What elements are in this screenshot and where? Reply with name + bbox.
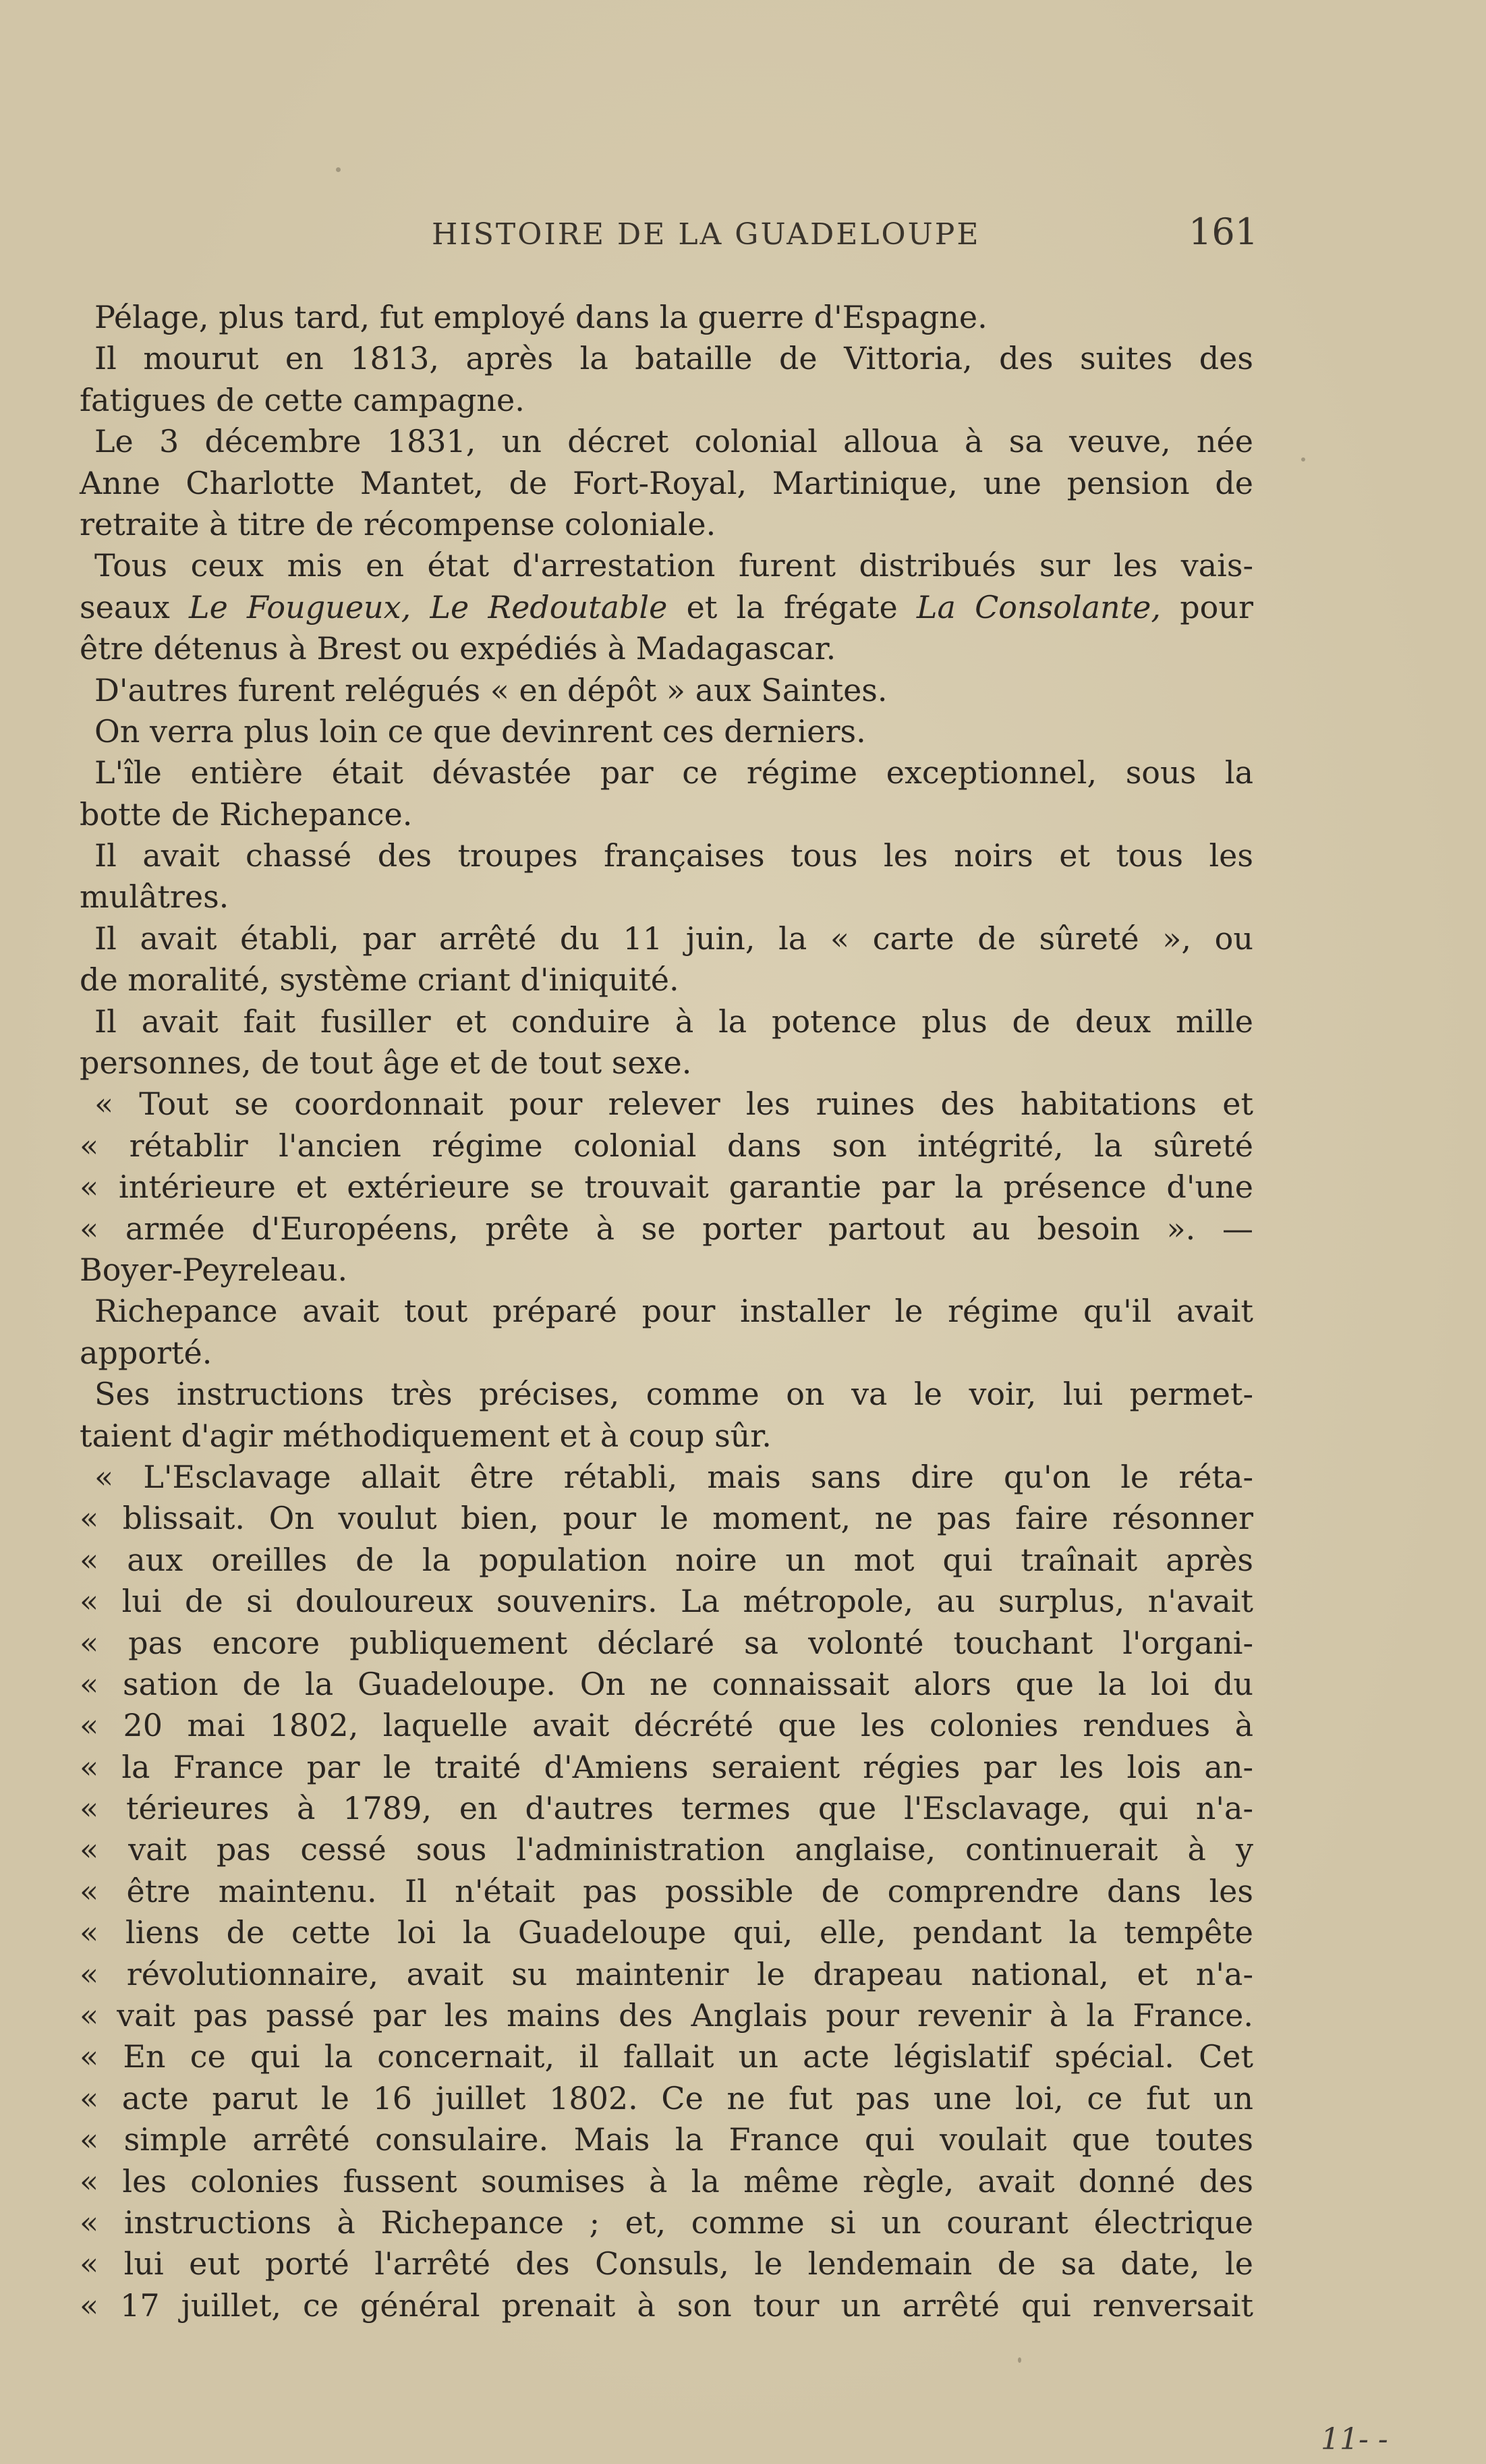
text-line: Il avait chassé des troupes françaises tous les noirs et tous les [94,837,1253,874]
running-head: HISTOIRE DE LA GUADELOUPE [432,217,981,252]
text-line: Il mourut en 1813, après la bataille de Vittoria, des suites des [94,340,1253,377]
text-line: « les colonies fussent soumises à la même règle, avait donné des [80,2162,1253,2200]
page-number: 161 [1189,211,1259,253]
text-line: « 17 juillet, ce général prenait à son tour un arrêté qui renversait [80,2287,1253,2324]
text-line: « L'Esclavage allait être rétabli, mais sans dire qu'on le réta- [94,1458,1253,1495]
text-line: « 20 mai 1802, laquelle avait décrété que les colonies rendues à [80,1707,1253,1744]
text-line: On verra plus loin ce que devinrent ces derniers. [94,712,866,750]
text-line: « blissait. On voulut bien, pour le moment, ne pas faire résonner [80,1500,1253,1537]
text-line: fatigues de cette campagne. [80,381,525,418]
text-line: « Tout se coordonnait pour relever les ruines des habitations et [94,1086,1253,1123]
text-line: Il avait établi, par arrêté du 11 juin, la « carte de sûreté », ou [94,920,1253,957]
text-line: « liens de cette loi la Guadeloupe qui, elle, pendant la tempête [80,1914,1253,1951]
text-line: « En ce qui la concernait, il fallait un acte législatif spécial. Cet [80,2038,1253,2075]
text-line: mulâtres. [80,878,229,916]
text-line: « intérieure et extérieure se trouvait garantie par la présence d'une [80,1169,1253,1206]
text-line: « acte parut le 16 juillet 1802. Ce ne fut pas une loi, ce fut un [80,2079,1253,2117]
text-line: Boyer-Peyreleau. [80,1251,348,1288]
body-text [80,297,1253,2326]
text-line: taient d'agir méthodiquement et à coup sûr. [80,1417,772,1454]
text-line: de moralité, système criant d'iniquité. [80,961,679,999]
text-line: Richepance avait tout préparé pour installer le régime qu'il avait [94,1293,1253,1330]
text-line: « la France par le traité d'Amiens seraient régies par les lois an- [80,1748,1253,1785]
text-line: D'autres furent relégués « en dépôt » aux Saintes. [94,671,888,708]
text-line: Pélage, plus tard, fut employé dans la guerre d'Espagne. [94,299,988,335]
paper-speck [1018,2357,1021,2363]
text-line: « révolutionnaire, avait su maintenir le drapeau national, et n'a- [80,1955,1253,1992]
text-line: « sation de la Guadeloupe. On ne connaissait alors que la loi du [80,1665,1253,1702]
text-line: « pas encore publiquement déclaré sa volonté touchant l'organi- [80,1624,1253,1661]
text-line: Ses instructions très précises, comme on va le voir, lui permet- [94,1376,1253,1413]
text-line: « vait pas cessé sous l'administration anglaise, continuerait à y [80,1831,1253,1868]
text-line: Il avait fait fusiller et conduire à la potence plus de deux mille [94,1003,1253,1040]
text-line: personnes, de tout âge et de tout sexe. [80,1044,692,1082]
text-line: « lui de si douloureux souvenirs. La métropole, au surplus, n'avait [80,1583,1253,1620]
text-line: « simple arrêté consulaire. Mais la France qui voulait que toutes [80,2121,1253,2158]
text-line: « instructions à Richepance ; et, comme si un courant électrique [80,2204,1253,2241]
text-line: botte de Richepance. [80,795,413,833]
text-line: retraite à titre de récompense coloniale. [80,505,716,542]
text-line: seaux Le Fougueux, Le Redoutable et la frégate La Consolante, pour [80,588,1253,625]
text-line: Anne Charlotte Mantet, de Fort-Royal, Martinique, une pension de [80,464,1253,501]
text-line: « lui eut porté l'arrêté des Consuls, le lendemain de sa date, le [80,2245,1253,2283]
text-line: Tous ceux mis en état d'arrestation furent distribués sur les vais- [94,547,1253,584]
text-line: L'île entière était dévastée par ce régime exceptionnel, sous la [94,754,1253,791]
text-line: « armée d'Européens, prête à se porter partout au besoin ». — [80,1210,1253,1247]
text-line: apporté. [80,1334,212,1371]
text-line: Le 3 décembre 1831, un décret colonial alloua à sa veuve, née [94,423,1253,460]
text-line: « aux oreilles de la population noire un mot qui traînait après [80,1541,1253,1578]
text-line: « rétablir l'ancien régime colonial dans son intégrité, la sûreté [80,1127,1253,1164]
text-line: être détenus à Brest ou expédiés à Madagascar. [80,630,836,667]
handwritten-margin-note: 11- - [1321,2422,1388,2457]
text-line: « être maintenu. Il n'était pas possible de comprendre dans les [80,1872,1253,1909]
text-line: « vait pas passé par les mains des Anglais pour revenir à la France. [80,1997,1253,2034]
paper-speck [336,167,341,172]
text-line: « térieures à 1789, en d'autres termes que l'Esclavage, qui n'a- [80,1790,1253,1827]
paper-speck [1301,457,1305,461]
